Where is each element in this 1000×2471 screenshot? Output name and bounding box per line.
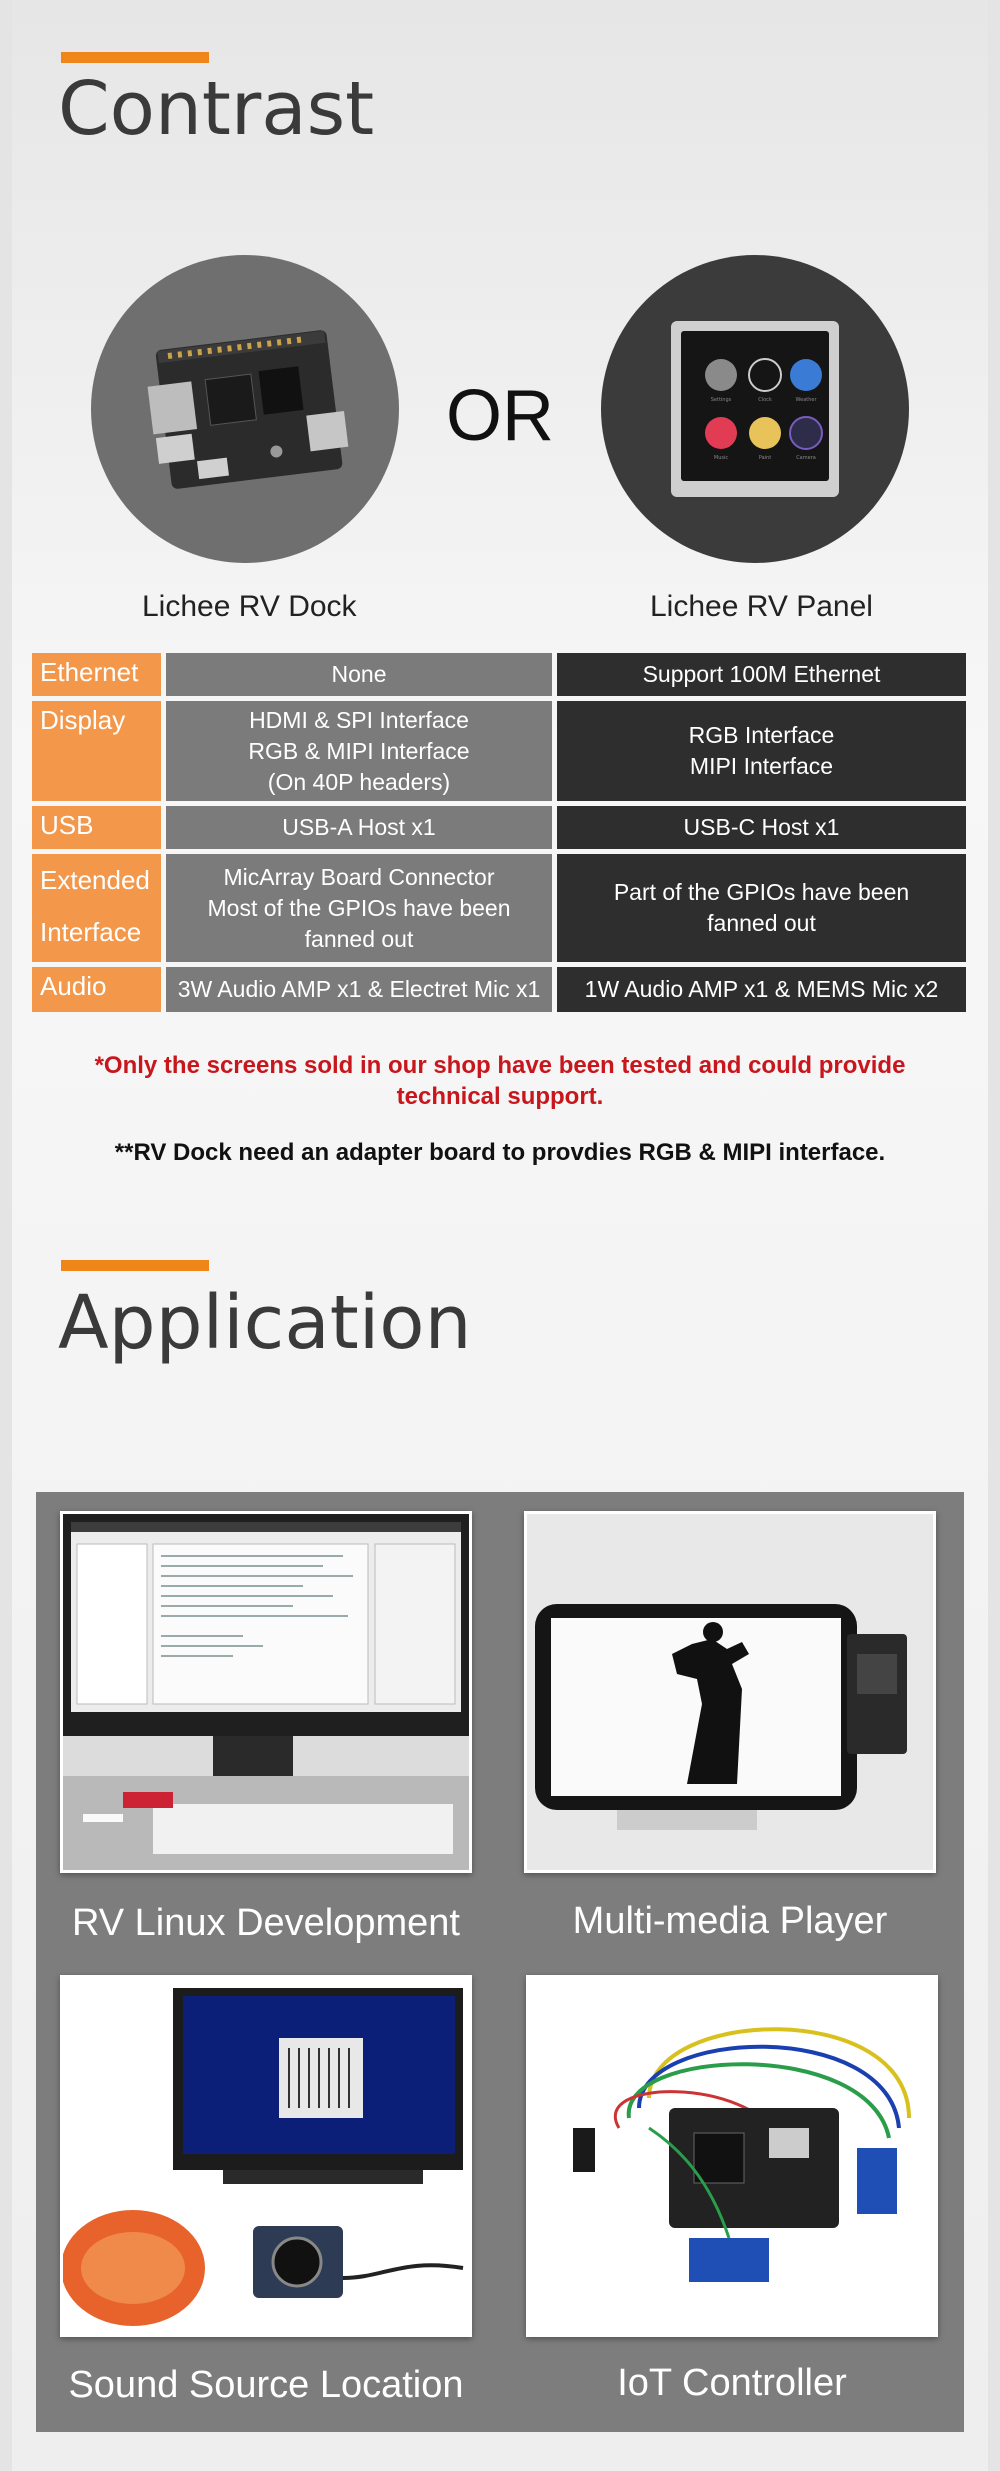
or-text: OR xyxy=(446,376,554,456)
product-label-panel: Lichee RV Panel xyxy=(650,590,873,623)
feature-cell: Extended Interface xyxy=(32,854,161,962)
lichee-rv-panel-image xyxy=(601,255,909,563)
panel-cell: 1W Audio AMP x1 & MEMS Mic x2 xyxy=(557,967,966,1012)
app-label-sound-location: Sound Source Location xyxy=(68,2364,464,2406)
table-row-ethernet xyxy=(32,653,967,696)
adapter-board-note: **RV Dock need an adapter board to provdies RGB & MIPI interface. xyxy=(114,1139,886,1166)
dock-cell: HDMI & SPI Interface RGB & MIPI Interface (On 40P headers) xyxy=(166,701,552,801)
panel-screen-label: Paint xyxy=(758,455,772,461)
app-label-iot-controller: IoT Controller xyxy=(617,2362,847,2404)
panel-screen-label: Camera xyxy=(796,455,816,461)
dock-cell: 3W Audio AMP x1 & Electret Mic x1 xyxy=(166,967,552,1012)
app-image-iot-controller xyxy=(526,1975,938,2337)
product-label-dock: Lichee RV Dock xyxy=(142,590,357,623)
app-image-sound-location xyxy=(60,1975,472,2337)
dock-cell: USB-A Host x1 xyxy=(166,806,552,849)
feature-cell: Display xyxy=(32,701,161,801)
panel-screen-label: Music xyxy=(713,455,729,461)
contrast-title: Contrast xyxy=(58,66,375,152)
contrast-accent-bar xyxy=(61,52,209,63)
left-edge xyxy=(0,0,12,2471)
app-label-linux-dev: RV Linux Development xyxy=(72,1902,460,1944)
application-panel xyxy=(36,1492,964,2432)
panel-cell: USB-C Host x1 xyxy=(557,806,966,849)
table-row-display xyxy=(32,701,967,801)
table-row-extended-interface xyxy=(32,854,967,962)
comparison-table xyxy=(32,653,967,1017)
feature-cell: Audio xyxy=(32,967,161,1012)
screen-support-note: *Only the screens sold in our shop have been tested and could provide technical support. xyxy=(94,1052,906,1110)
panel-screen-label: Clock xyxy=(758,397,772,403)
panel-screen-label: Weather xyxy=(795,397,817,403)
table-row-audio xyxy=(32,967,967,1012)
dock-cell: None xyxy=(166,653,552,696)
table-row-usb xyxy=(32,806,967,849)
application-title: Application xyxy=(58,1280,472,1366)
panel-cell: Part of the GPIOs have been fanned out xyxy=(557,854,966,962)
app-image-linux-dev xyxy=(60,1511,472,1873)
right-edge xyxy=(988,0,1000,2471)
feature-cell: Ethernet xyxy=(32,653,161,696)
panel-cell: RGB Interface MIPI Interface xyxy=(557,701,966,801)
lichee-rv-dock-image xyxy=(91,255,399,563)
panel-screen-label: Settings xyxy=(710,397,732,403)
panel-cell: Support 100M Ethernet xyxy=(557,653,966,696)
application-accent-bar xyxy=(61,1260,209,1271)
app-label-media-player: Multi-media Player xyxy=(572,1900,888,1942)
dock-cell: MicArray Board Connector Most of the GPIOs have been fanned out xyxy=(166,854,552,962)
feature-cell: USB xyxy=(32,806,161,849)
app-image-media-player xyxy=(524,1511,936,1873)
